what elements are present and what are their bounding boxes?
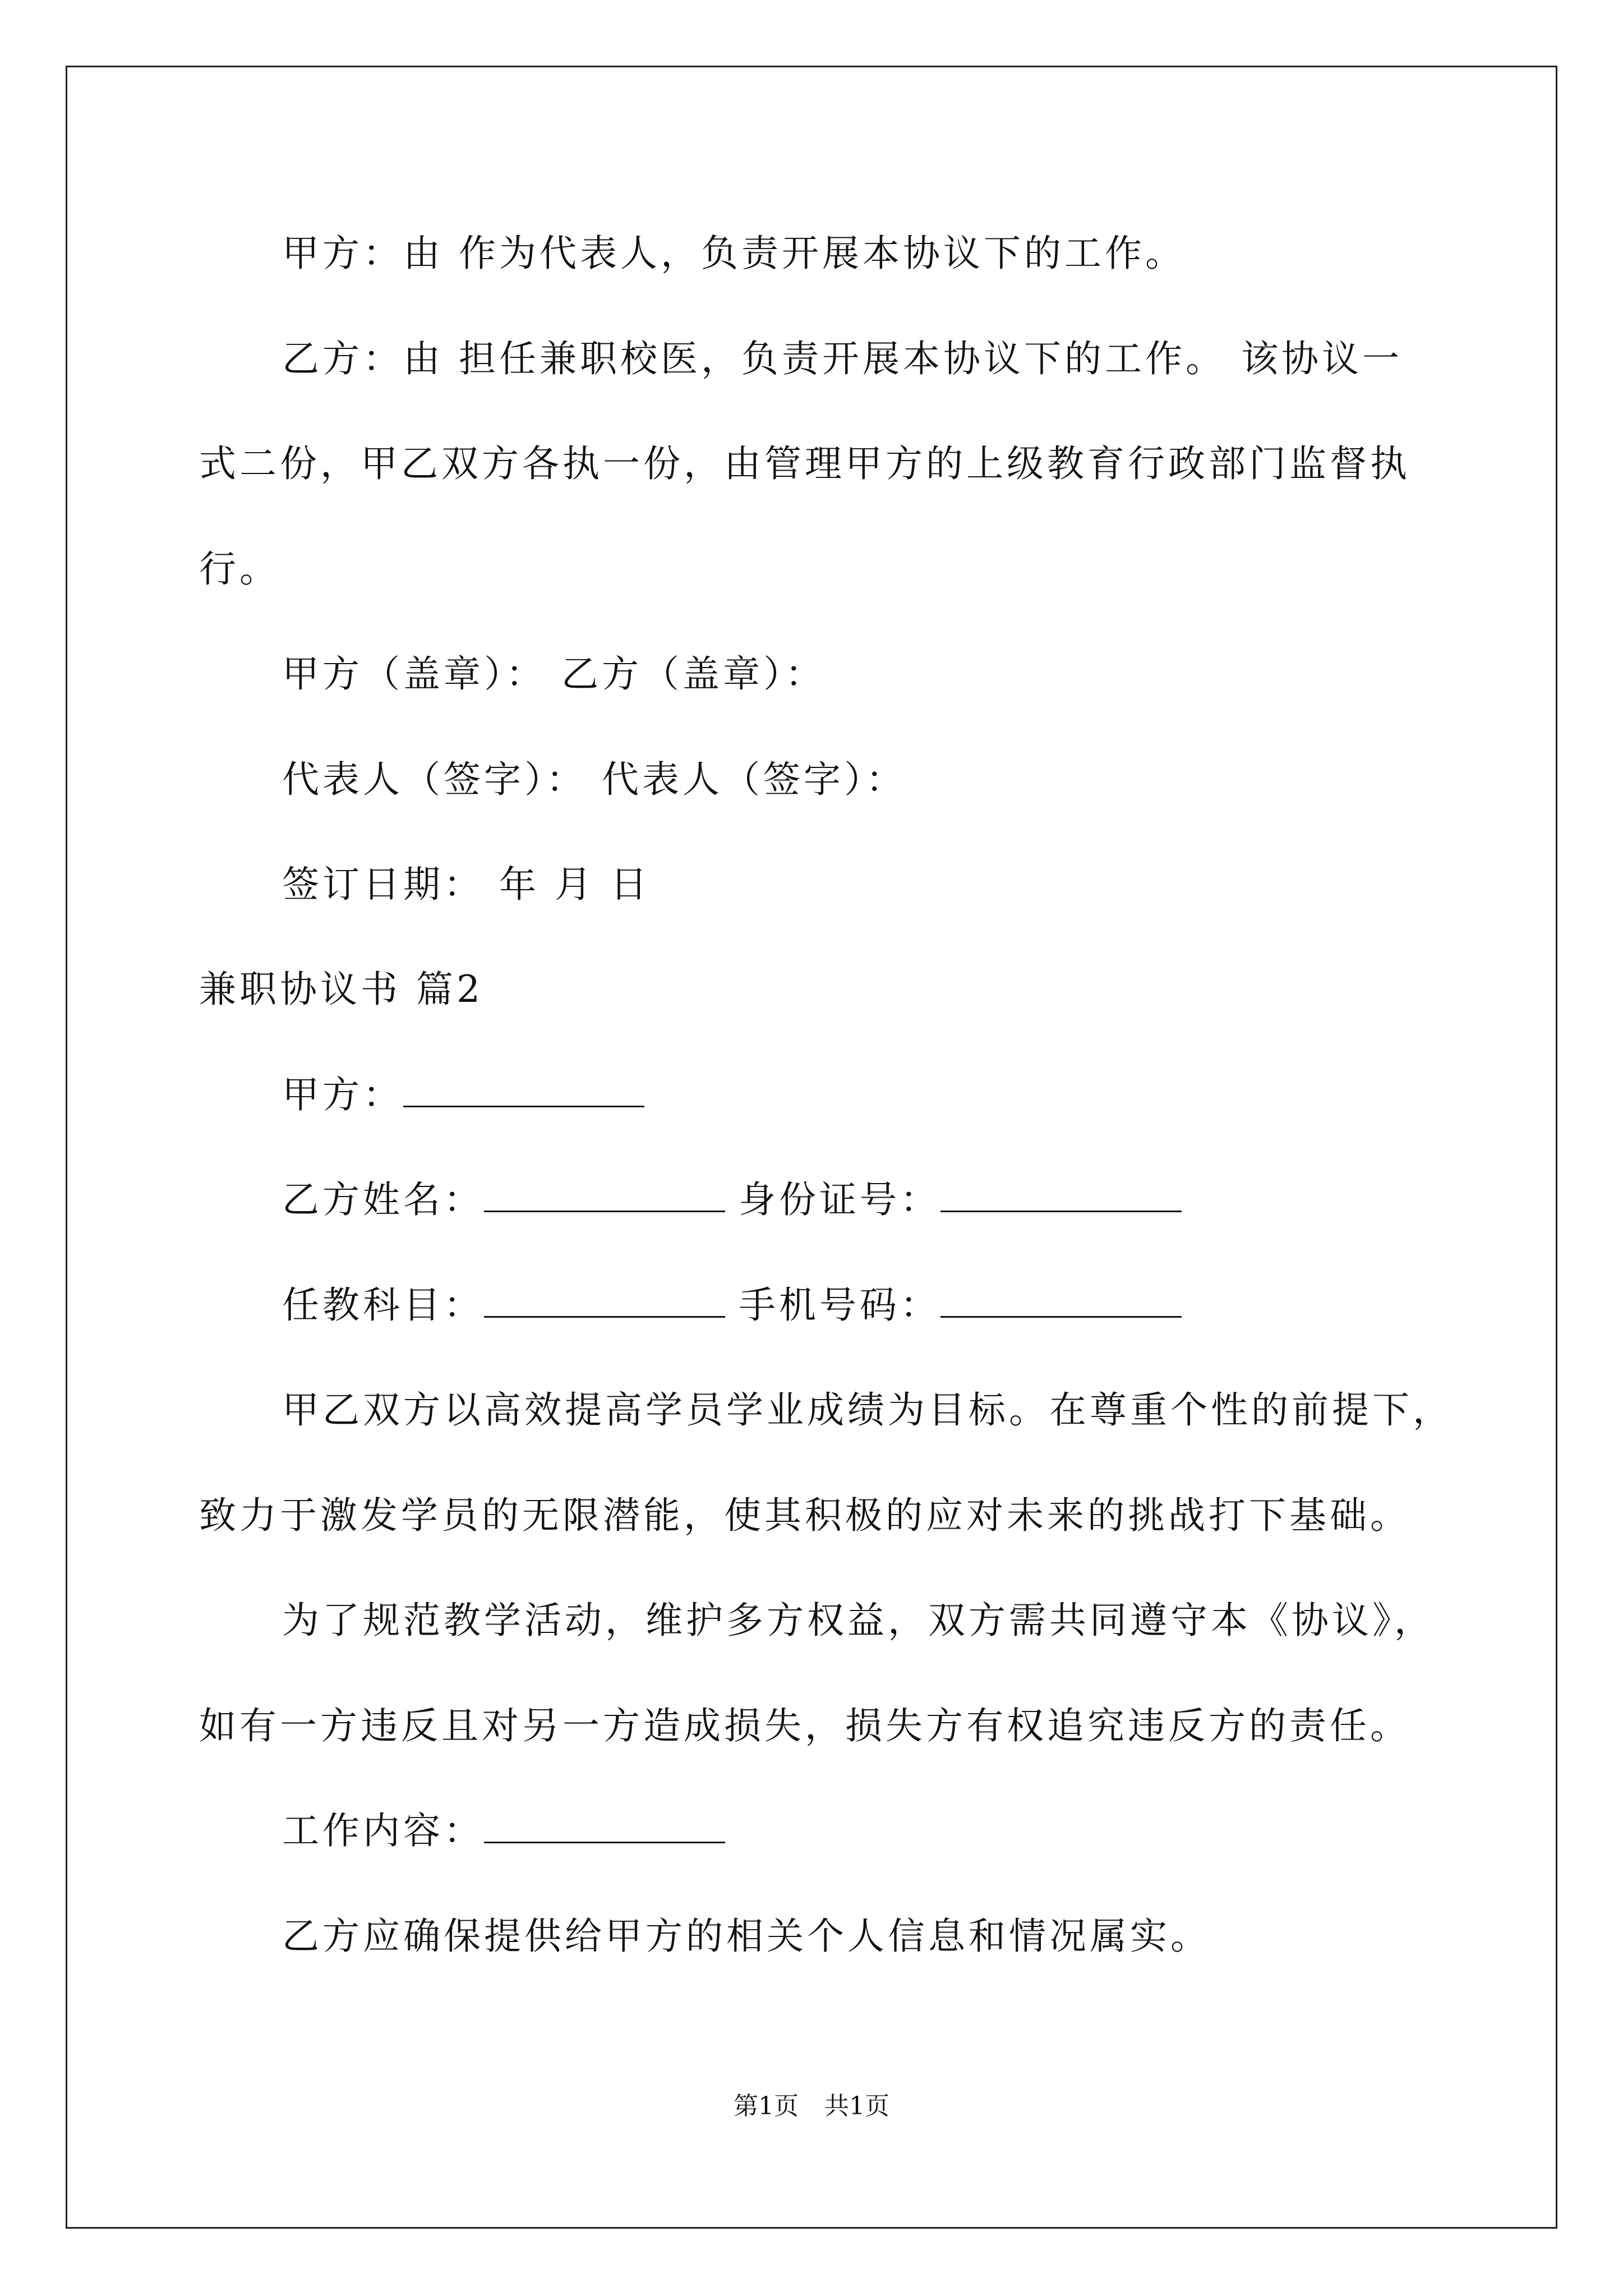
phone-blank[interactable] [940,1285,1182,1318]
work-content-blank[interactable] [484,1810,725,1843]
subject-phone-field-row [282,1280,1195,1331]
work-content-label: 工作内容： [282,1809,484,1852]
signing-date-line: 签订日期： 年 月 日 [282,863,651,906]
id-number-label: 身份证号： [739,1178,940,1221]
id-number-blank[interactable] [940,1179,1182,1212]
party-b-name-label: 乙方姓名： [282,1178,484,1221]
subject-label: 任教科目： [282,1283,484,1327]
seal-line: 甲方（盖章）： 乙方（盖章）： [282,652,826,696]
goal-paragraph-line-1: 甲乙双方以高效提高学员学业成绩为目标。在尊重个性的前提下， [282,1388,1453,1432]
work-content-field [282,1806,739,1856]
clause-party-b-school-doctor: 乙方：由 担任兼职校医，负责开展本协议下的工作。 该协议一 [282,337,1403,380]
party-a-label: 甲方： [282,1073,403,1116]
name-id-field-row [282,1175,1195,1225]
page-number-current: 第1页 [734,2092,799,2120]
phone-label: 手机号码： [739,1283,940,1327]
clause-copies-end: 行。 [199,547,280,591]
section-heading: 兼职协议书 篇2 [199,968,483,1011]
page-footer [0,2090,1623,2123]
party-a-blank[interactable] [403,1074,644,1107]
party-b-name-blank[interactable] [484,1179,725,1212]
page-number-total: 共1页 [824,2092,889,2120]
clause-party-a-representative: 甲方：由 作为代表人，负责开展本协议下的工作。 [282,232,1186,275]
rules-paragraph-line-2: 如有一方违反且对另一方造成损失，损失方有权追究违反方的责任。 [199,1704,1410,1747]
goal-paragraph-line-2: 致力于激发学员的无限潜能，使其积极的应对未来的挑战打下基础。 [199,1494,1410,1537]
page-frame [66,66,1557,2229]
signature-line: 代表人（签字）： 代表人（签字）： [282,758,906,801]
party-a-field [282,1070,658,1120]
info-accuracy-clause: 乙方应确保提供给甲方的相关个人信息和情况属实。 [282,1915,1211,1958]
clause-copies-line: 式二份，甲乙双方各执一份，由管理甲方的上级教育行政部门监督执 [199,442,1410,485]
rules-paragraph-line-1: 为了规范教学活动，维护多方权益，双方需共同遵守本《协议》， [282,1599,1435,1642]
subject-blank[interactable] [484,1285,725,1318]
